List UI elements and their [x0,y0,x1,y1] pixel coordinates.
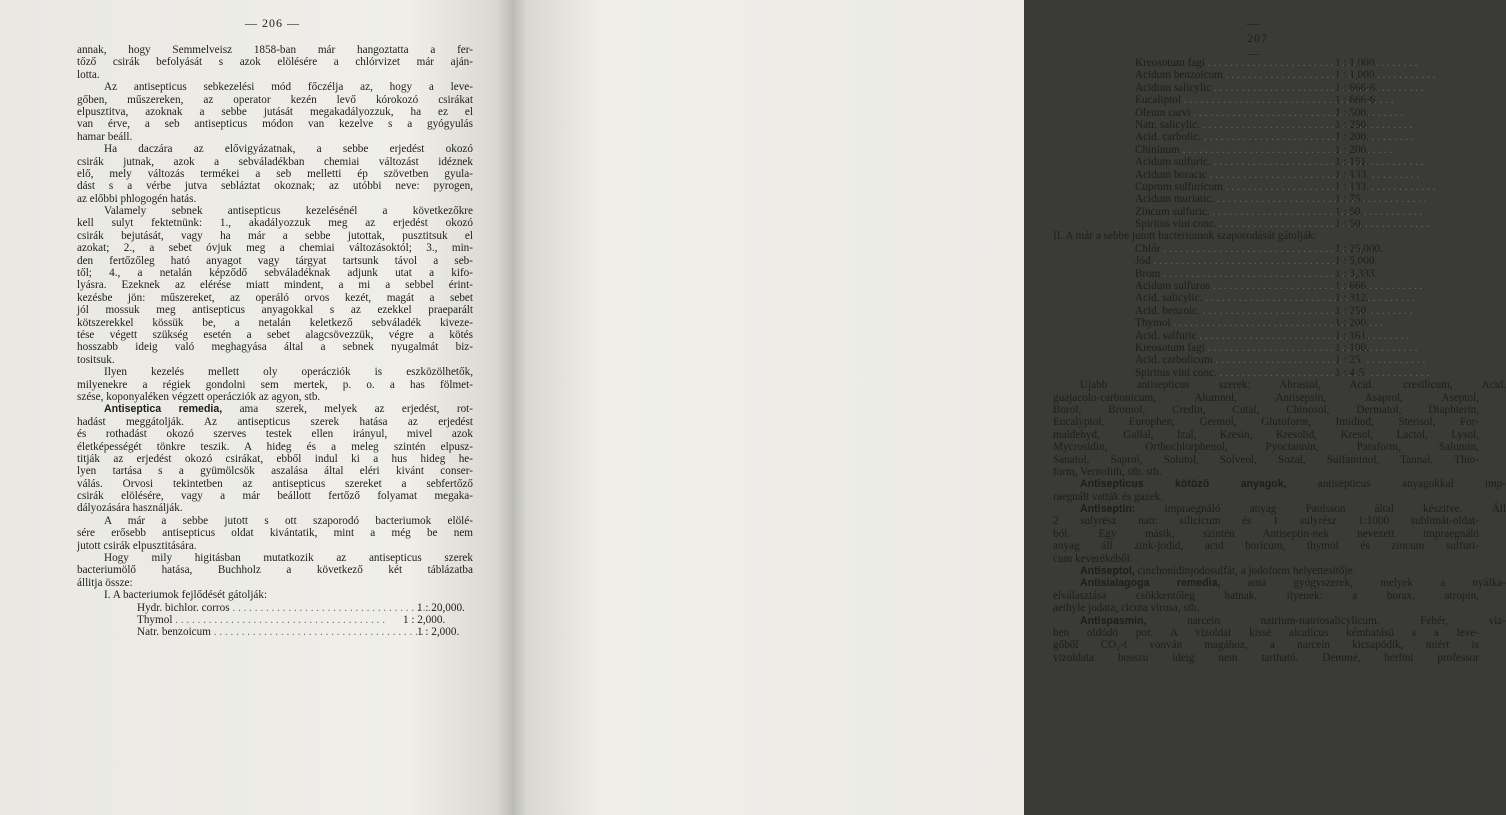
dilution-ratio: 1 : 2,000. [417,626,460,639]
line-text: kell sulyt fektetnünk: 1., akadályozzuk meg az erjedést okozó [77,217,473,230]
substance-name: Eucaliptol . . . [1135,94,1335,106]
line-text: kezésbe jön: műszereket, az operáló orvos kezét, magát a sebet [77,291,473,304]
text-line [77,106,473,118]
text-line [1053,429,1479,441]
substance-name: Acidum boracic . . . [1135,169,1335,181]
table-row [1077,94,1479,106]
line-text: Ujabb antisepticus szerek: Abrastol, Acid. cresilicum, Acid. [1080,379,1506,392]
text-line [77,56,473,68]
dilution-ratio: 1 : 20,000. [417,601,465,614]
dilution-ratio: 1 : 666·6. [1335,81,1379,94]
line-text: sére erősebb antisepticus oldat kivántatik, mint a még be nem [77,527,473,540]
text-line [77,329,473,341]
substance-name: Oleum carvi . . . [1135,107,1335,119]
table-row [1077,82,1479,94]
line-text: az előbbi phlogogén hatás. [77,192,197,205]
line-text: csirák elölésére, vagy a már beállott fertőző folyamat megaka- [77,490,473,503]
line-text: Borol, Bromol, Credin, Cutal, Chinosol, Dermatol, Diaphterin, [1053,403,1479,416]
line-text: antisepticus anyagokkal imp- [1286,478,1506,491]
line-text: I. A bacteriumok fejlődését gátolják: [104,589,268,602]
line-text: titják az erjedést okozó csirákat, ebből indul ki a hus hideg he- [77,452,473,465]
text-line [1053,540,1479,552]
bold-term: Antiseptin: [1080,503,1136,516]
line-text: cum keverékéből. [1053,552,1133,565]
line-text: és rothadást okozó szerves testek ellen irányul, mivel azok [77,428,473,441]
page-number: — 207 — [1247,16,1268,60]
line-text: maldehyd, Gallal, Izal, Kresin, Kresolid, Kresol, Lactol, Lysol, [1053,428,1479,441]
table-row [77,614,473,626]
text-line [77,441,473,453]
text-line [1053,491,1479,503]
line-text: Hogy mily higitásban mutatkozik az antisepticus szerek [104,552,473,565]
bold-term: Antiseptol, [1080,565,1135,578]
line-text: től; 4., a netalán képződő sebváladéknak adjunk utat a kifo- [77,267,473,280]
line-text: állitja össze: [77,576,133,589]
text-line [1053,602,1479,614]
table-row [1077,57,1479,69]
line-text: Ilyen kezelés mellett oly operácziók is eszközölhetők, [104,366,473,379]
text-line [77,564,473,576]
line-text: annak, hogy Semmelveisz 1858-ban már hangoztatta a fer- [77,44,473,56]
line-text: gőből CO₂-t vonván magához, a narcein kicsapódik, miért is [1053,639,1479,652]
right-page-text [1053,57,1506,664]
text-line [77,44,473,56]
text-line [77,589,473,601]
dilution-ratio: 1 : 5,000. [1335,255,1378,268]
text-line [1053,454,1479,466]
bold-term: Antisialagoga remedia, [1080,577,1221,590]
dilution-ratio: 1 : 100. [1335,341,1369,354]
line-text: tése végett szükség esetén a sebet alagcsövezzük, végre a kötés [77,328,473,341]
text-line [77,205,473,217]
substance-name: Zincum sulfuric. . . . [1135,206,1335,218]
text-line [77,143,473,155]
line-text: dást s a vérbe jutva sebláztat okoznak; az utóbbi neve: pyrogen, [77,180,473,193]
line-text: tositsuk. [77,353,115,366]
substance-name: Acid. carbolicum . . . [1135,354,1335,366]
text-line [1053,416,1479,428]
line-text: ból. Egy másik, szintén Antiseptin-nek nevezett impraegnáló [1053,527,1479,540]
line-text: szése, koponyaléken végzett operácziók az agyon, stb. [77,390,321,403]
line-text: bacteriumölő hatása, Buchholz a következő két táblázatba [77,564,473,577]
text-line [77,453,473,465]
line-text: hadást meggátolják. Az antisepticus szerek hatása az erjedést [77,415,473,428]
table-row [1077,342,1479,354]
dilution-ratio: 1 : 200. [1335,317,1369,330]
text-line [77,156,473,168]
text-line [1053,503,1506,515]
substance-name: Acid. salicylic. . . . [1135,292,1335,304]
line-text: jutott csirák elpusztitására. [77,539,197,552]
dilution-ratio: 1 : 133. [1335,180,1369,193]
line-text: Ha daczára az elővigyázatnak, a sebbe erjedést okozó [104,143,473,156]
line-text: raegnált vatták és gazek. [1053,490,1163,503]
text-line [1053,577,1506,589]
substance-name: Chlór . . . [1135,243,1335,255]
left-page-text [77,44,473,639]
text-line [77,81,473,93]
text-line [77,577,473,589]
bold-term: Antisepticus kötöző anyagok, [1080,478,1287,491]
substance-name: Brom . . . [1135,268,1335,280]
line-text: csirák bejutását, vagy ha már a sebbe jutottak, pusztitsuk el [77,229,473,242]
substance-name: Kreosotum fagi . . . [1135,342,1335,354]
text-line [77,118,473,130]
line-text: elpusztitva, azoknak a sebbe jutását megakadályozzuk, ha ez el [77,105,473,118]
table-row [1077,367,1479,379]
text-line [77,341,473,353]
line-text: lyen tartása s a gyümölcsök aszalása által eléri kivánt conser- [77,465,473,478]
dilution-ratio: 1 : 1,000. [1335,57,1378,69]
text-line [77,193,473,205]
table-row [1077,280,1479,292]
text-line [1053,515,1479,527]
text-line [77,465,473,477]
dilution-ratio: 1 : 312. [1335,292,1369,305]
dilution-ratio: 1 : 250. [1335,118,1369,131]
substance-name: Jód . . . [1135,255,1335,267]
table-row [1077,206,1479,218]
text-line [77,354,473,366]
table-row [1077,193,1479,205]
text-line [1053,466,1479,478]
line-text: Valamely sebnek antisepticus kezelésénél a következőkre [104,205,473,218]
dilution-ratio: 1 : 50. [1335,218,1364,231]
line-text: Az antisepticus sebkezelési mód főczélja az, hogy a leve- [104,81,473,94]
line-text: lotta. [77,68,100,81]
substance-name: Acidum benzoicum . . . [1135,69,1335,81]
dilution-ratio: 1 : 666·6 [1335,94,1376,107]
text-line [77,168,473,180]
line-text: elválasztása csökkentőleg hatnak, ilyenek: a borax, atropin, [1053,589,1479,602]
substance-name: Acidum sulfuros . . . [1135,280,1335,292]
dilution-ratio: 1 : 161. [1335,329,1369,342]
substance-name: Spiritus vini conc. . . . [1135,367,1335,379]
substance-name: Chininum . . . [1135,144,1335,156]
substance-name: Spiritus vini conc. . . . [1135,218,1335,230]
text-line [77,279,473,291]
dilution-ratio: 1 : 25,000. [1335,242,1383,255]
text-line [1053,565,1506,577]
text-line [77,69,473,81]
substance-name: Acidum sulfuric. . . . [1135,156,1335,168]
line-text: életképességét tönkre teszik. A hideg és a meleg szintén elpusz- [77,440,473,453]
dilution-ratio: 1 : 1,000. [1335,69,1378,82]
left-page [0,0,512,815]
table-row [1077,169,1479,181]
dilution-ratio: 1 : 75. [1335,193,1364,206]
text-line [1053,615,1506,627]
table-row [77,602,473,614]
line-text: jól mossuk meg antisepticus anyagokkal s az ezekkel praeparált [77,304,473,317]
line-text: hamar beáll. [77,130,133,143]
line-text: kötszerekkel kössük be, a netalán keletkező sebváladék kiveze- [77,316,473,329]
table-row [1077,181,1479,193]
text-line [77,131,473,143]
line-text: aethyle jodata, cicuta virosa, stb. [1053,602,1200,615]
text-line [77,292,473,304]
line-text: 2 sulyrész natr. silicicum és 1 sulyrész 1:1000 sublimát-oldat- [1053,515,1479,528]
dilution-ratio: 1 : 500. [1335,106,1369,119]
line-text: elő, mely változás termékei a seb melletti ép szövetben gyula- [77,167,473,180]
dilution-ratio: 1 : 2,000. [403,613,446,626]
line-text: gőben, műszereken, az operator kezén levő kórokozó csirákat [77,93,473,106]
dilution-ratio: 1 : 151. [1335,156,1369,169]
text-line [77,391,473,403]
table-row [1077,317,1479,329]
dilution-ratio: 1 : 250. [1335,304,1369,317]
text-line [77,317,473,329]
dilution-ratio: 1 : 666. [1335,280,1369,293]
text-line [1053,553,1479,565]
line-text: ama gyógyszerek, melyek a nyálka- [1220,577,1506,590]
text-line [77,94,473,106]
text-line [77,366,473,378]
text-line [77,267,473,279]
line-text: dályozására használják. [77,502,183,515]
line-text: tőző csirák befolyását s azok elölésére a chlórvizet már aján- [77,56,473,69]
text-line [1053,590,1479,602]
line-text: cinchonidinjodosulfát, a jodoform helyettesitője. [1134,565,1356,578]
line-text: Sanatol, Saprol, Solutol, Solveol, Sozal, Sulfaminol, Tannal, Thio- [1053,453,1479,466]
table-row [1077,131,1479,143]
line-text: azokat; 2., a sebet óvjuk meg a chemiai változásoktól; 3., min- [77,242,473,255]
text-line [77,230,473,242]
text-line [1053,652,1479,664]
table-row [1077,144,1479,156]
line-text: anyag áll zink-jodid, acid boricum, thymol és zincum sulfuri- [1053,540,1479,553]
line-text: narcein natrium-natriosalicylicum. Fehér, viz- [1146,614,1506,627]
line-text: ama szerek, melyek az erjedést, rot- [222,403,473,416]
bold-term: Antispasmin, [1080,614,1147,627]
table-row [1077,305,1479,317]
line-text: vizoldata hosszu ideig nem tartható. Demme, berlini professor [1053,651,1479,664]
table-row [77,626,473,638]
dilution-ratio: 1 : 200. [1335,143,1369,156]
table-row [1077,268,1479,280]
text-line [77,255,473,267]
line-text: Eucalyptol, Europhen, Germol, Glutoform, Imidiod, Sterisol, For- [1053,416,1479,429]
dilution-ratio: 1 : 50. [1335,205,1364,218]
text-line [77,379,473,391]
dilution-ratio: 1 : 4·5. [1335,366,1368,379]
table-row [1077,107,1479,119]
text-line [1053,639,1479,651]
dilution-ratio: 1 : 25. [1335,354,1364,367]
table-row [1077,156,1479,168]
line-text: form, Vernolith, stb. stb. [1053,465,1162,478]
text-line [77,304,473,316]
line-text: milyenekre a régiek gondolni sem mertek, p. o. a has fölmet- [77,378,473,391]
text-line [1053,404,1479,416]
table-heading: II. A már a sebbe jutott bacteriumok szaporodását gátolják: [1053,230,1317,243]
dilution-ratio: 1 : 200. [1335,131,1369,144]
text-line [77,416,473,428]
substance-name: Thymol . . . [1135,317,1335,329]
text-line [1053,441,1479,453]
text-line [77,502,473,514]
text-line [77,180,473,192]
text-line [1053,528,1479,540]
page-number: — 206 — [245,16,300,30]
text-line [1053,379,1506,391]
table-row [1077,255,1479,267]
line-text: impraegnáló anyag Paulsson által készitve. Áll [1135,503,1506,516]
text-line [77,540,473,552]
text-line [77,552,473,564]
table-row [1077,330,1479,342]
substance-name: Acid. sulfuric . . . [1135,330,1335,342]
right-page [512,0,1506,815]
line-text: hosszabb ideig való meghagyása által a sebnek nyugalmát biz- [77,341,473,354]
substance-name: Acid. carbolic. . . . [1135,131,1335,143]
line-text: lyásra. Ezeknek az elérése miatt mindent, a mi a sebbel érint- [77,279,473,292]
line-text: válás. Orvosi tekintetben az antisepticus szereket a sebfertőző [77,477,473,490]
text-line [77,242,473,254]
table-row [1077,292,1479,304]
table-row [1077,119,1479,131]
text-line [1053,627,1479,639]
text-line [1053,392,1479,404]
text-line [77,490,473,502]
line-text: van érve, a seb antisepticus módon van kezelve s a gyógyulás [77,118,473,131]
line-text: A már a sebbe jutott s ott szaporodó bacteriumok elölé- [104,514,473,527]
line-text: ben oldódó por. A vizoldat kissé alcalicus kémhatású s a leve- [1053,626,1479,639]
line-text: Mycrosidin, Orthochlorphenol, Pyoctannin, Paraform, Salumin, [1053,441,1479,454]
text-line [77,403,473,415]
table-row [1077,354,1479,366]
bold-term: Antiseptica remedia, [104,403,223,416]
table-row [1077,243,1479,255]
table-row [1077,218,1479,230]
line-text: guajacolo-carbonicum, Alumnol, Antisepsin, Asaprol, Aseptol, [1053,391,1479,404]
substance-name: Natr. benzoicum . . . [137,626,417,638]
text-line [77,478,473,490]
substance-name: Acidum muriatic. . . . [1135,193,1335,205]
substance-name: Hydr. bichlor. corros . . . [137,602,417,614]
table-row [1077,69,1479,81]
substance-name: Natr. salicylic. . . . [1135,119,1335,131]
text-line [77,515,473,527]
substance-name: Kreosotum fagi . . . [1135,57,1335,69]
substance-name: Acid. benzoic. . . . [1135,305,1335,317]
text-line [77,428,473,440]
substance-name: Thymol . . . [137,614,403,626]
text-line [77,527,473,539]
dilution-ratio: 1 : 3,333. [1335,267,1378,280]
dilution-ratio: 1 : 133. [1335,168,1369,181]
text-line [77,217,473,229]
line-text: csirák jutnak, azok a sebváladékban chemiai változást idéznek [77,155,473,168]
text-line [1053,478,1506,490]
substance-name: Cuprum sulfuricum . . . [1135,181,1335,193]
substance-name: Acidum salicylic . . . [1135,82,1335,94]
line-text: den fertőzőleg ható anyagot vagy tárgyat tartsunk távol a seb- [77,254,473,267]
